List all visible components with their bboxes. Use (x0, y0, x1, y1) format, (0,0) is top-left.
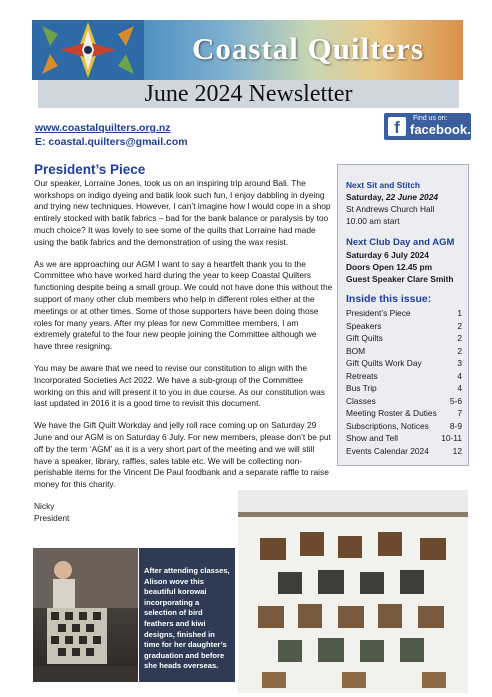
photo-korowai (238, 490, 468, 693)
toc-item[interactable]: Events Calendar 2024 12 (346, 445, 462, 456)
facebook-find-label: Find us on: (413, 115, 448, 122)
toc-item[interactable]: Gift Quilts 2 (346, 333, 462, 343)
toc-item[interactable]: BOM 2 (346, 345, 462, 356)
toc-item[interactable]: Bus Trip 4 (346, 383, 462, 393)
newsletter-title: June 2024 Newsletter (144, 81, 353, 107)
header-banner (32, 20, 463, 80)
photo-caption: After attending classes, Alison wove this beautiful korowai incorporating a selection of bird feathers and kiwi designs, finished in time for her daughter’s graduation and before she heads overseas. (139, 548, 235, 682)
article-paragraph: You may be aware that we need to revise our constitution to align with the Incorporated Societies Act 2022. We have a sub-group of the Committee working on this and will present it to you in due course. As our constitution was last updated in 2016 it is a good time to revisit this document. (34, 362, 325, 409)
contact-block (35, 121, 188, 149)
toc-item[interactable]: Meeting Roster & Duties 7 (346, 408, 462, 418)
site-title: Coastal Quilters (192, 31, 425, 66)
article-paragraph: As we are approaching our AGM I want to say a heartfelt thank you to the Committee who have worked hard during the year to keep Coastal Quilters functioning despite being a small group. We could not have done this without the support of many other club members who help in different roles either at the meetings or at other times. Some of those supporters have been doing those roles for many years. After my pleas for new Committee members, I am extremely grateful to the four new people joining the Committee although we have three resigning. (34, 258, 333, 352)
website-link[interactable]: www.coastalquilters.org.nz (35, 122, 171, 134)
toc-item[interactable]: Classes 5-6 (346, 395, 462, 406)
signature-name: Nicky (34, 500, 55, 511)
next-club-date: Saturday 6 July 2024 (346, 250, 429, 260)
presidents-piece (34, 164, 334, 525)
next-club-speaker: Guest Speaker Clare Smith (346, 274, 454, 284)
newsletter-title-bar (38, 80, 459, 108)
facebook-label: facebook. (410, 122, 471, 137)
toc-item[interactable]: Speakers 2 (346, 320, 462, 331)
inside-issue-heading: Inside this issue: (346, 293, 432, 305)
next-sit-venue: St Andrews Church Hall (346, 204, 435, 214)
facebook-button[interactable] (384, 113, 471, 140)
article-paragraph: Our speaker, Lorraine Jones, took us on an inspiring trip around Bali. The workshops on indigo dyeing and batik look such fun, I enjoy dabbling in dyeing and trying new techniques. However, I can’t imagine how I would cope in a shop entirely stocked with batik fabrics – bad for the bank balance or paralysis by too much choice? It was lovely to see some of the quilts that Lorraine had made using the batik fabrics and the demonstration of using the wax resist. (34, 177, 331, 247)
next-sit-date: Saturday, 22 June 2024 (346, 192, 439, 202)
next-sit-heading: Next Sit and Stitch (346, 180, 420, 190)
email-line[interactable]: E: coastal.quilters@gmail.com (35, 136, 188, 148)
toc-item[interactable]: Retreats 4 (346, 370, 462, 381)
photo-member-with-quilt (33, 548, 138, 682)
quilt-star-graphic (32, 20, 144, 80)
next-club-heading: Next Club Day and AGM (346, 237, 455, 248)
sidebar-box (337, 164, 469, 466)
toc-item[interactable]: Gift Quilts Work Day 3 (346, 358, 462, 368)
signature-title: President (34, 512, 70, 523)
toc-item[interactable]: Subscriptions, Notices 8-9 (346, 420, 462, 431)
toc-item[interactable]: President’s Piece 1 (346, 308, 462, 318)
article-paragraph: We have the Gift Quilt Workday and jelly roll race coming up on Saturday 29 June and our AGM is on Saturday 6 July. For new members, please don’t be put off by the term ‘AGM’ as it is a very short part of the meeting and we will still have a speaker, library, raffles, sales table etc. We will be collecting non-perishable items for the Vincent De Paul foodbank and a separate raffle to raise money for this charity. (34, 420, 331, 490)
next-club-doors: Doors Open 12.45 pm (346, 262, 433, 272)
facebook-icon: f (388, 117, 406, 136)
table-of-contents (346, 307, 462, 457)
next-sit-time: 10.00 am start (346, 216, 400, 226)
toc-item[interactable]: Show and Tell 10-11 (346, 433, 462, 443)
article-heading: President’s Piece (34, 162, 146, 177)
